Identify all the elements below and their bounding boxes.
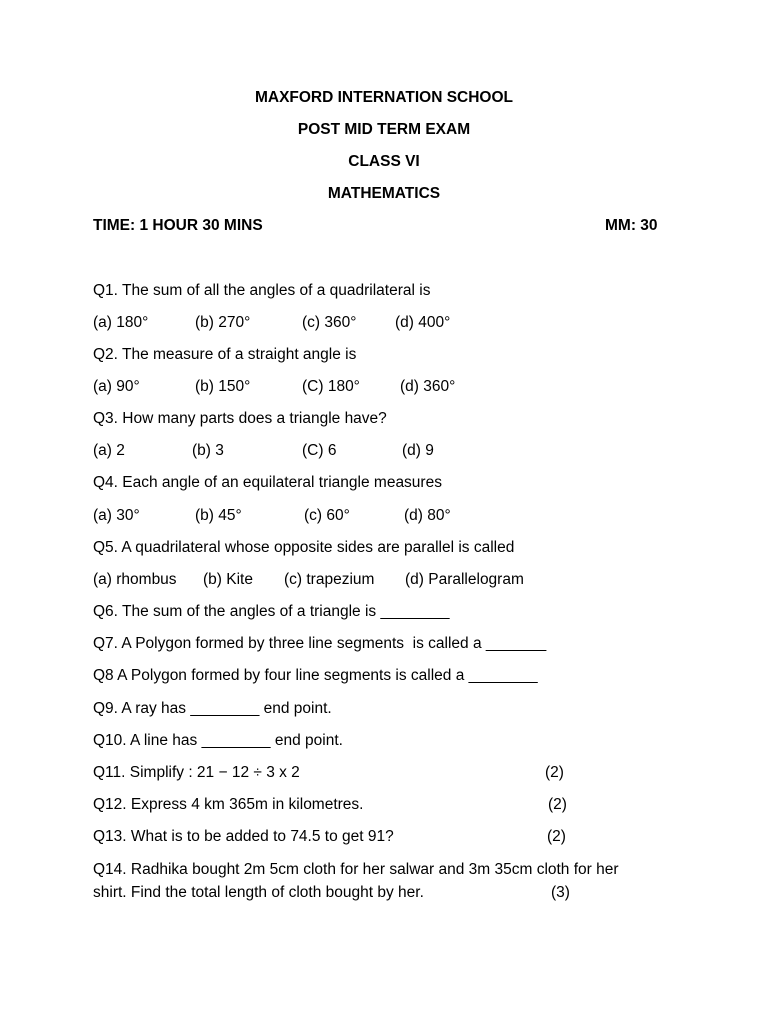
q1-option-d: (d) 400° xyxy=(395,314,451,331)
question-8: Q8 A Polygon formed by four line segments is called a ________ xyxy=(93,667,538,684)
q5-option-a: (a) rhombus xyxy=(93,571,177,588)
q4-option-c: (c) 60° xyxy=(304,507,350,524)
q1-option-a: (a) 180° xyxy=(93,314,149,331)
class-title: CLASS VI xyxy=(348,153,420,170)
question-12: Q12. Express 4 km 365m in kilometres. xyxy=(93,796,364,813)
q3-option-d: (d) 9 xyxy=(402,442,434,459)
q4-option-a: (a) 30° xyxy=(93,507,140,524)
question-10: Q10. A line has ________ end point. xyxy=(93,732,343,749)
question-5: Q5. A quadrilateral whose opposite sides are parallel is called xyxy=(93,539,515,556)
q5-option-b: (b) Kite xyxy=(203,571,253,588)
q2-option-a: (a) 90° xyxy=(93,378,140,395)
q14-marks: (3) xyxy=(551,884,570,901)
max-marks: MM: 30 xyxy=(605,217,658,234)
q2-option-b: (b) 150° xyxy=(195,378,251,395)
q2-option-d: (d) 360° xyxy=(400,378,456,395)
q5-option-d: (d) Parallelogram xyxy=(405,571,524,588)
q1-option-c: (c) 360° xyxy=(302,314,357,331)
school-name: MAXFORD INTERNATION SCHOOL xyxy=(254,89,514,106)
question-7: Q7. A Polygon formed by three line segments is called a _______ xyxy=(93,635,547,652)
q3-option-b: (b) 3 xyxy=(192,442,224,459)
q11-marks: (2) xyxy=(545,764,564,781)
question-3: Q3. How many parts does a triangle have? xyxy=(93,410,387,427)
q5-option-c: (c) trapezium xyxy=(284,571,375,588)
q4-option-b: (b) 45° xyxy=(195,507,242,524)
subject-title: MATHEMATICS xyxy=(327,185,441,202)
question-1: Q1. The sum of all the angles of a quadrilateral is xyxy=(93,282,431,299)
exam-title: POST MID TERM EXAM xyxy=(297,121,471,138)
q13-marks: (2) xyxy=(547,828,566,845)
question-6: Q6. The sum of the angles of a triangle is ________ xyxy=(93,603,450,620)
question-13: Q13. What is to be added to 74.5 to get 91? xyxy=(93,828,394,845)
q3-option-a: (a) 2 xyxy=(93,442,125,459)
q4-option-d: (d) 80° xyxy=(404,507,451,524)
exam-time: TIME: 1 HOUR 30 MINS xyxy=(93,217,263,234)
question-14-line-1: Q14. Radhika bought 2m 5cm cloth for her salwar and 3m 35cm cloth for her xyxy=(93,861,619,878)
q1-option-b: (b) 270° xyxy=(195,314,251,331)
q2-option-c: (C) 180° xyxy=(302,378,360,395)
question-11: Q11. Simplify : 21 − 12 ÷ 3 x 2 xyxy=(93,764,300,781)
q12-marks: (2) xyxy=(548,796,567,813)
q3-option-c: (C) 6 xyxy=(302,442,337,459)
question-9: Q9. A ray has ________ end point. xyxy=(93,700,332,717)
question-14-line-2: shirt. Find the total length of cloth bought by her. xyxy=(93,884,424,901)
question-4: Q4. Each angle of an equilateral triangle measures xyxy=(93,474,442,491)
question-2: Q2. The measure of a straight angle is xyxy=(93,346,357,363)
